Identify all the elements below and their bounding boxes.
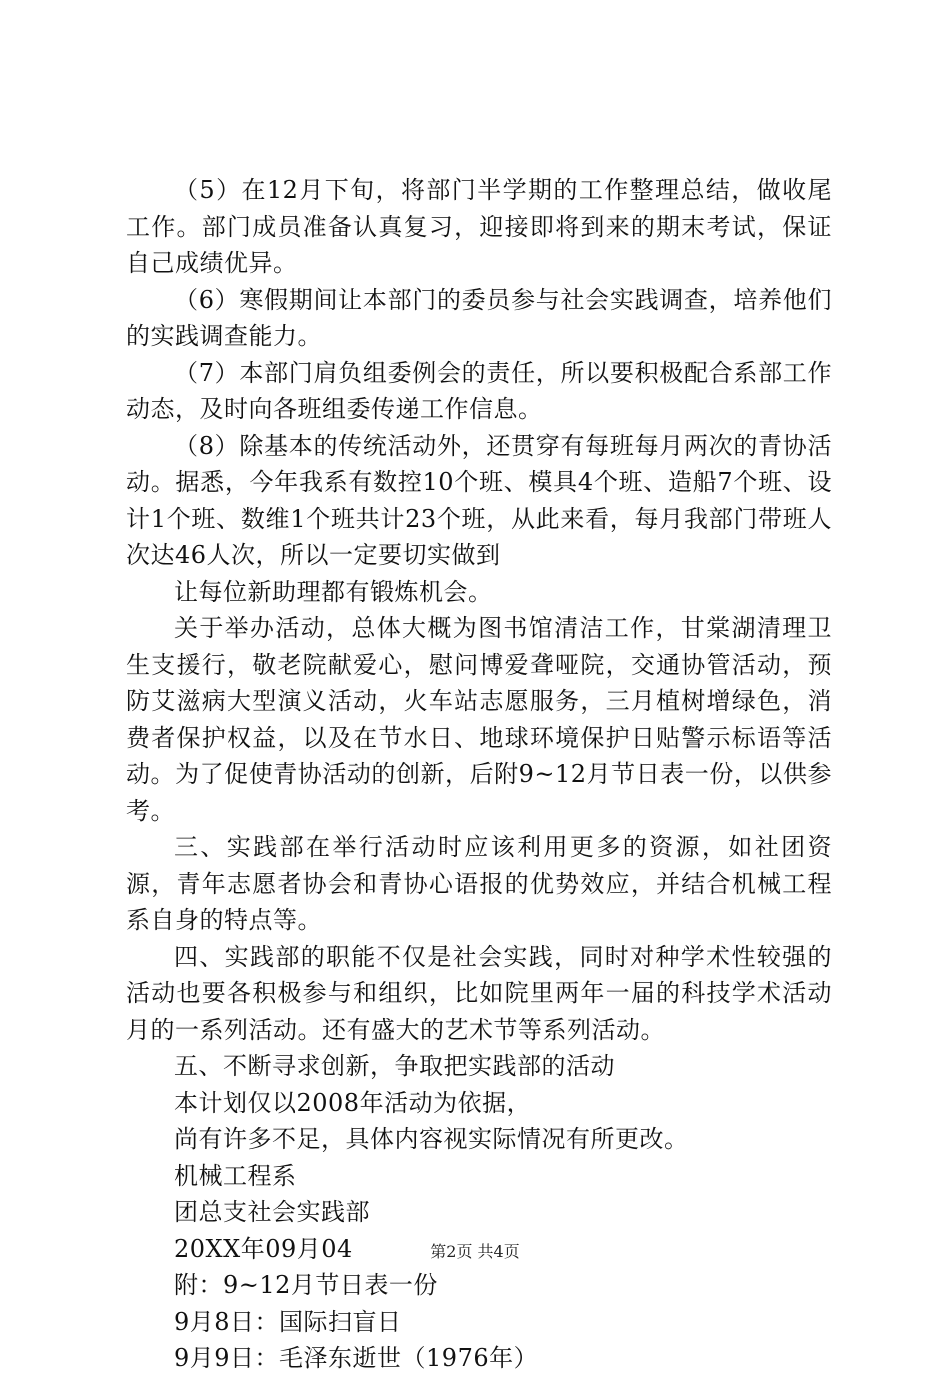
paragraph-item-6: （6）寒假期间让本部门的委员参与社会实践调查，培养他们的实践调查能力。 bbox=[126, 285, 832, 350]
signature-unit: 团总支社会实践部 bbox=[174, 1198, 370, 1226]
paragraph-section-three: 三、实践部在举行活动时应该利用更多的资源，如社团资源，青年志愿者协会和青协心语报的优势效应，并结合机械工程系自身的特点等。 bbox=[126, 833, 832, 934]
paragraph-continuation: 让每位新助理都有锻炼机会。 bbox=[174, 577, 493, 606]
plan-note-line: 尚有许多不足，具体内容视实际情况有所更改。 bbox=[174, 1125, 689, 1153]
signature-date: 20XX年09月04 bbox=[174, 1234, 353, 1263]
holiday-item: 9月8日：国际扫盲日 bbox=[174, 1307, 402, 1336]
paragraph-section-five: 五、不断寻求创新，争取把实践部的活动 bbox=[174, 1052, 615, 1080]
paragraph-item-5: （5）在12月下旬，将部门半学期的工作整理总结，做收尾工作。部门成员准备认真复习，迎接即将到来的期末考试，保证自己成绩优异。 bbox=[126, 176, 832, 277]
appendix-title: 附：9~12月节日表一份 bbox=[174, 1271, 438, 1299]
paragraph-item-7: （7）本部门肩负组委例会的责任，所以要积极配合系部工作动态，及时向各班组委传递工作信息。 bbox=[126, 358, 832, 423]
signature-department: 机械工程系 bbox=[174, 1161, 297, 1190]
page-number-footer: 第2页 共4页 bbox=[430, 1242, 520, 1261]
document-body bbox=[126, 172, 832, 1377]
holiday-item: 9月9日：毛泽东逝世（1976年） bbox=[174, 1344, 539, 1372]
plan-basis-line: 本计划仅以2008年活动为依据， bbox=[174, 1088, 532, 1117]
paragraph-item-8: （8）除基本的传统活动外，还贯穿有每班每月两次的青协活动。据悉，今年我系有数控10个班、模具4个班、造船7个班、设计1个班、数维1个班共计23个班，从此来看，每月我部门带班人次达46人次，所以一定要切实做到 bbox=[126, 431, 832, 569]
paragraph-section-four: 四、实践部的职能不仅是社会实践，同时对种学术性较强的活动也要各积极参与和组织，比如院里两年一届的科技学术活动月的一系列活动。还有盛大的艺术节等系列活动。 bbox=[126, 942, 832, 1044]
paragraph-activities: 关于举办活动，总体大概为图书馆清洁工作，甘棠湖清理卫生支援行，敬老院献爱心，慰问博爱聋哑院，交通协管活动，预防艾滋病大型演义活动，火车站志愿服务，三月植树增绿色，消费者保护权益，以及在节水日、地球环境保护日贴警示标语等活动。为了促使青协活动的创新，后附9~12月节日表一份，以供参考。 bbox=[126, 614, 832, 825]
